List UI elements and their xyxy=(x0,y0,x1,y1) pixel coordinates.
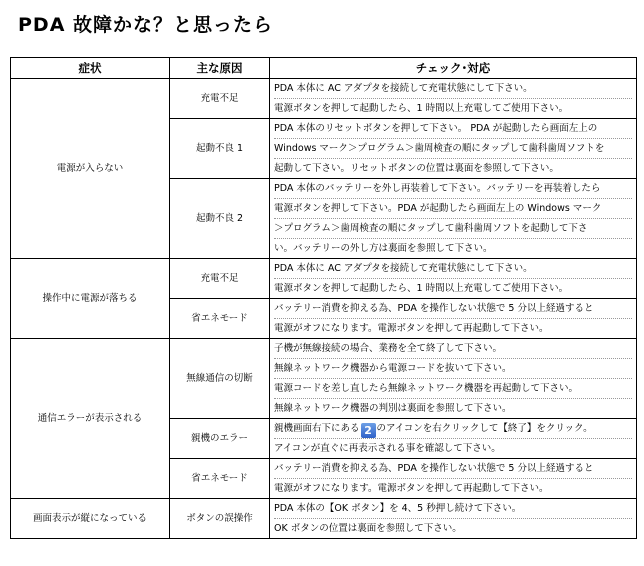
cause-cell: 充電不足 xyxy=(170,79,270,119)
check-line: 起動して下さい。リセットボタンの位置は裏面を参照して下さい。 xyxy=(274,158,632,178)
header-cause: 主な原因 xyxy=(170,58,270,79)
cause-cell: 親機のエラー xyxy=(170,419,270,459)
table-row xyxy=(11,499,637,539)
check-line: バッテリー消費を抑える為、PDA を操作しない状態で 5 分以上経過すると xyxy=(274,303,594,314)
troubleshooting-table xyxy=(10,57,637,539)
check-line: 無線ネットワーク機器の判別は裏面を参照して下さい。 xyxy=(274,398,632,418)
cause-cell: 省エネモード xyxy=(170,459,270,499)
cause-cell: 起動不良 1 xyxy=(170,119,270,179)
table-row xyxy=(11,259,637,299)
table-header-row xyxy=(11,58,637,79)
check-line: 電源がオフになります。電源ボタンを押して再起動して下さい。 xyxy=(274,318,632,338)
check-line xyxy=(274,419,632,438)
cause-cell: 起動不良 2 xyxy=(170,179,270,259)
check-line: い。バッテリーの外し方は裏面を参照して下さい。 xyxy=(274,238,632,258)
check-line: 子機が無線接続の場合、業務を全て終了して下さい。 xyxy=(274,343,503,354)
check-line-text: のアイコンを右クリックして【終了】をクリック。 xyxy=(376,423,593,434)
header-check: チェック･対応 xyxy=(270,58,637,79)
check-cell xyxy=(270,419,637,459)
check-line-text: 親機画面右下にある xyxy=(274,423,360,434)
check-line: バッテリー消費を抑える為、PDA を操作しない状態で 5 分以上経過すると xyxy=(274,463,594,474)
check-line: PDA 本体のリセットボタンを押して下さい。 PDA が起動したら画面左上の xyxy=(274,123,598,134)
check-cell xyxy=(270,119,637,179)
check-cell xyxy=(270,259,637,299)
check-cell xyxy=(270,299,637,339)
page-title: PDA 故障かな？と思ったら xyxy=(18,14,274,36)
check-line: Windows マーク＞プログラム＞歯周検査の順にタップして歯科歯周ソフトを xyxy=(274,138,632,158)
app-tray-icon: 2 xyxy=(361,423,376,438)
check-line: 電源がオフになります。電源ボタンを押して再起動して下さい。 xyxy=(274,478,632,498)
check-line: 無線ネットワーク機器から電源コードを抜いて下さい。 xyxy=(274,358,632,378)
check-cell xyxy=(270,499,637,539)
check-line: ＞プログラム＞歯周検査の順にタップして歯科歯周ソフトを起動して下さ xyxy=(274,218,632,238)
check-line: 電源ボタンを押して起動したら、1 時間以上充電してご使用下さい。 xyxy=(274,278,632,298)
symptom-cell: 操作中に電源が落ちる xyxy=(11,259,170,339)
symptom-cell: 電源が入らない xyxy=(11,79,170,259)
symptom-cell: 画面表示が縦になっている xyxy=(11,499,170,539)
header-symptom: 症状 xyxy=(11,58,170,79)
check-line: 電源コードを差し直したら無線ネットワーク機器を再起動して下さい。 xyxy=(274,378,632,398)
cause-cell: ボタンの誤操作 xyxy=(170,499,270,539)
cause-cell: 省エネモード xyxy=(170,299,270,339)
check-line: PDA 本体に AC アダプタを接続して充電状態にして下さい。 xyxy=(274,263,533,274)
check-line: 電源ボタンを押して下さい。PDA が起動したら画面左上の Windows マーク xyxy=(274,198,632,218)
table-row xyxy=(11,79,637,119)
check-line: OK ボタンの位置は裏面を参照して下さい。 xyxy=(274,518,632,538)
check-line: アイコンが直ぐに再表示される事を確認して下さい。 xyxy=(274,438,632,458)
check-line: PDA 本体のバッテリーを外し再装着して下さい。バッテリーを再装着したら xyxy=(274,183,601,194)
cause-cell: 無線通信の切断 xyxy=(170,339,270,419)
check-line: PDA 本体の【OK ボタン】を 4、5 秒押し続けて下さい。 xyxy=(274,503,522,514)
check-cell xyxy=(270,339,637,419)
cause-cell: 充電不足 xyxy=(170,259,270,299)
check-line: PDA 本体に AC アダプタを接続して充電状態にして下さい。 xyxy=(274,83,533,94)
table-row xyxy=(11,339,637,419)
check-cell xyxy=(270,179,637,259)
check-line: 電源ボタンを押して起動したら、1 時間以上充電してご使用下さい。 xyxy=(274,98,632,118)
symptom-cell: 通信エラーが表示される xyxy=(11,339,170,499)
check-cell xyxy=(270,79,637,119)
check-cell xyxy=(270,459,637,499)
